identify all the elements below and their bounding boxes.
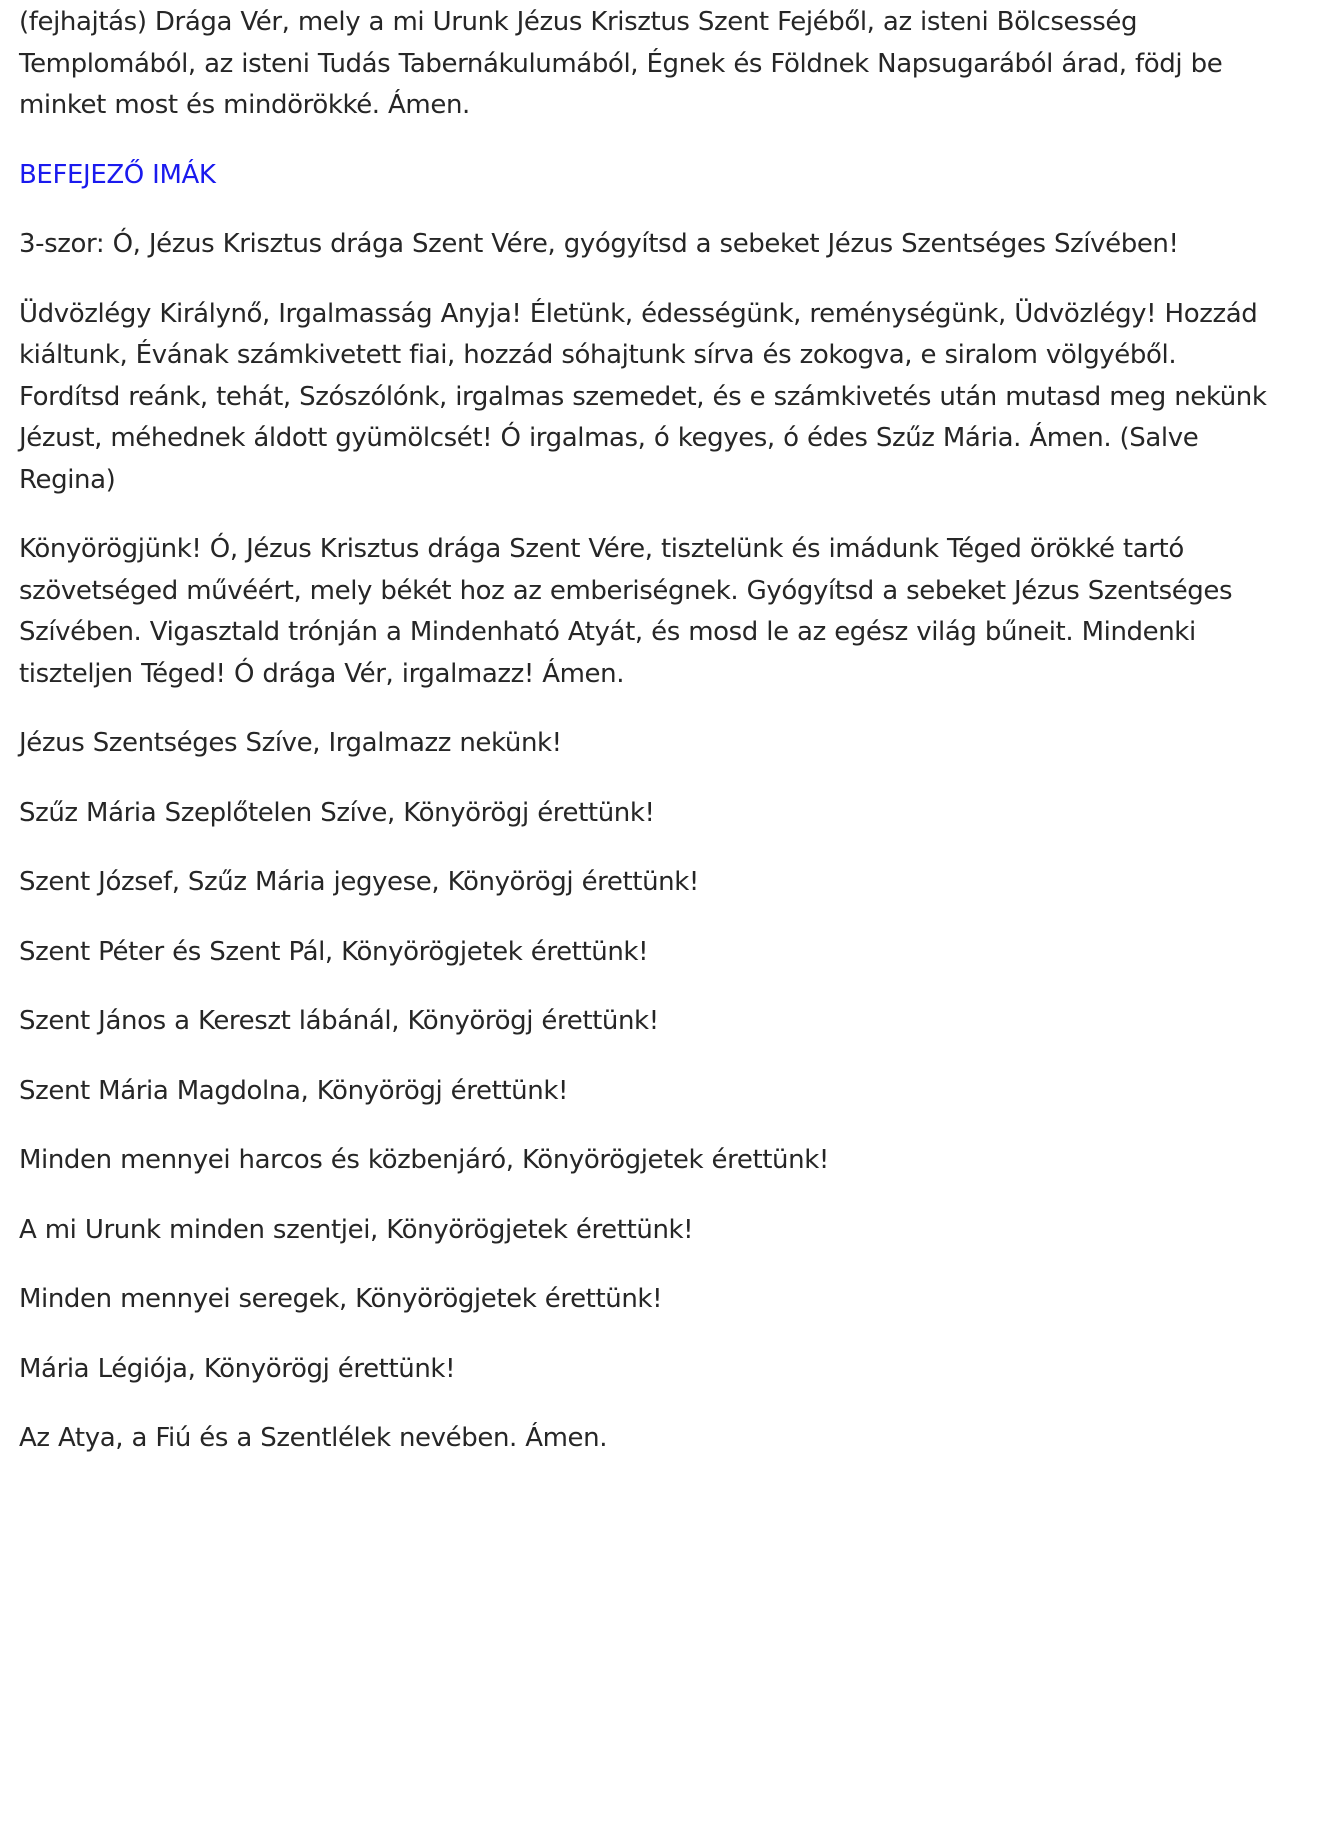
invocation-line: Szent Mária Magdolna, Könyörögj érettünk! <box>19 1075 568 1106</box>
invocation-line: Mária Légiója, Könyörögj érettünk! <box>19 1353 456 1384</box>
closing-line: Az Atya, a Fiú és a Szentlélek nevében. Ámen. <box>19 1423 608 1453</box>
section-heading: BEFEJEZŐ IMÁK <box>19 159 216 190</box>
paragraph-salve-regina: Üdvözlégy Királynő, Irgalmasság Anyja! Életünk, édességünk, reménységünk, Üdvözlégy! Hozzád kiáltunk, Évának számkivetett fiai, hozzád sóhajtunk sírva és zokogva, e siralom völgyéből. Fordítsd reánk, tehát, Szószólónk, irgalmas szemedet, és e számkivetés után mutasd meg nekünk Jézust, méhednek áldott gyümölcsét! Ó irgalmas, ó kegyes, ó édes Szűz Mária. Ámen. (Salve Regina) <box>19 298 1267 495</box>
intro-paragraph: (fejhajtás) Drága Vér, mely a mi Urunk Jézus Krisztus Szent Fejéből, az isteni Bölcsesség Templomából, az isteni Tudás Tabernákulumából, Égnek és Földnek Napsugarából árad, födj be minket most és mindörökké. Ámen. <box>19 7 1223 120</box>
invocation-line: A mi Urunk minden szentjei, Könyörögjetek érettünk! <box>19 1214 694 1245</box>
invocation-line: Szent József, Szűz Mária jegyese, Könyörögj érettünk! <box>19 867 699 897</box>
invocation-line: Szent János a Kereszt lábánál, Könyörögj érettünk! <box>19 1006 659 1036</box>
invocation-line: Minden mennyei seregek, Könyörögjetek érettünk! <box>19 1284 663 1314</box>
document-page <box>19 0 1269 1488</box>
paragraph-three-times: 3-szor: Ó, Jézus Krisztus drága Szent Vére, gyógyítsd a sebeket Jézus Szentséges Szívében! <box>19 229 1179 259</box>
invocation-line: Szent Péter és Szent Pál, Könyörögjetek érettünk! <box>19 936 649 967</box>
invocation-line: Minden mennyei harcos és közbenjáró, Könyörögjetek érettünk! <box>19 1145 829 1175</box>
paragraph-konyorogjunk: Könyörögjünk! Ó, Jézus Krisztus drága Szent Vére, tisztelünk és imádunk Téged örökké tartó szövetséged művéért, mely békét hoz az emberiségnek. Gyógyítsd a sebeket Jézus Szentséges Szívében. Vigasztald trónján a Mindenható Atyát, és mosd le az egész világ bűneit. Mindenki tiszteljen Téged! Ó drága Vér, irgalmazz! Ámen. <box>19 534 1233 689</box>
invocation-line: Szűz Mária Szeplőtelen Szíve, Könyörögj érettünk! <box>19 797 655 828</box>
invocation-line: Jézus Szentséges Szíve, Irgalmazz nekünk! <box>19 728 562 758</box>
